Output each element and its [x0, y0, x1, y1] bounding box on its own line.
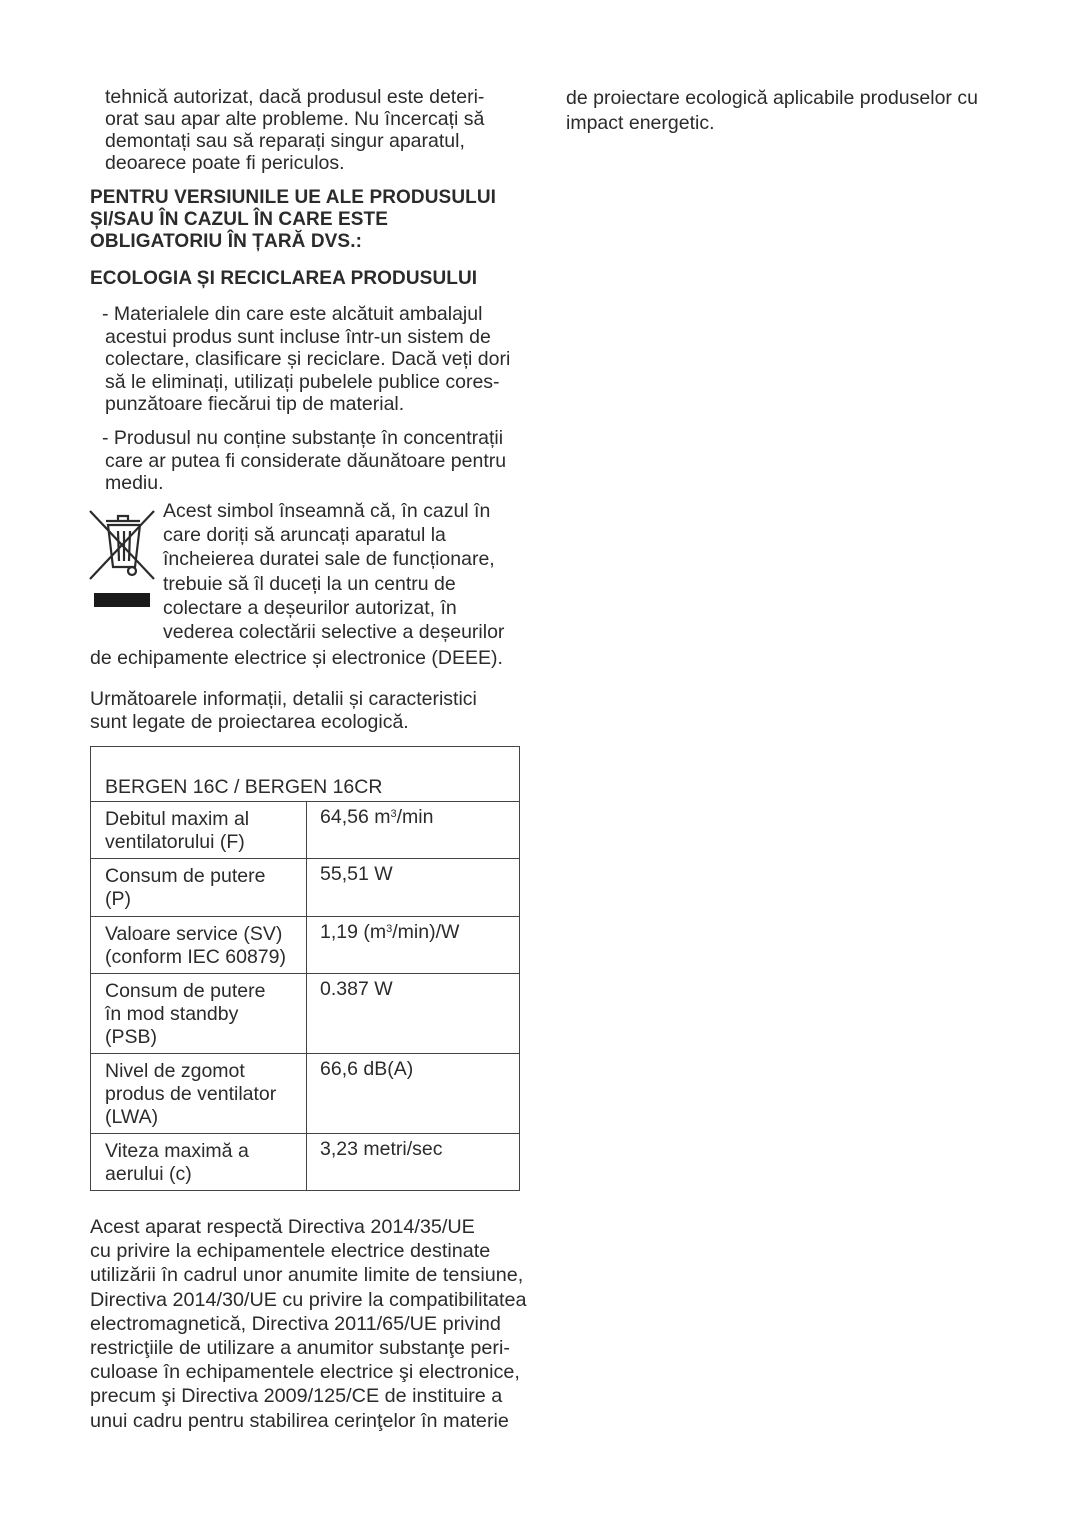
bullet-packaging [102, 303, 510, 416]
ecology-heading: ECOLOGIA ȘI RECICLAREA PRODUSULUI [90, 268, 478, 289]
model-name: BERGEN 16C / BERGEN 16CR [91, 747, 520, 802]
value-cell [307, 1134, 520, 1191]
value-cell [307, 1054, 520, 1134]
param-cell [91, 1134, 307, 1191]
param-line: Consum de putere [105, 980, 266, 1002]
param-line: Nivel de zgomot [105, 1060, 245, 1082]
weee-line: Acest simbol înseamnă că, în cazul în [163, 500, 491, 522]
intro-paragraph [105, 86, 484, 174]
value-superscript: 3 [386, 923, 393, 935]
value-text: 3,23 metri/sec [320, 1138, 443, 1160]
ecodesign-spec-table [90, 746, 520, 1191]
directive-line: utilizării în cadrul unor anumite limite de tensiune, [90, 1264, 524, 1287]
weee-line: colectare a deșeurilor autorizat, în [163, 596, 457, 619]
value-cell [307, 859, 520, 917]
table-row [91, 859, 520, 917]
param-cell [91, 974, 307, 1054]
value-cell [307, 974, 520, 1054]
heading-line: ȘI/SAU ÎN CAZUL ÎN CARE ESTE [90, 209, 389, 230]
bullet-line: colectare, clasificare și reciclare. Dacă veți dori [105, 348, 511, 370]
param-cell [91, 917, 307, 974]
param-line: aerului (c) [105, 1163, 192, 1185]
value-text: 0.387 W [320, 978, 393, 1000]
param-line: Consum de putere [105, 865, 266, 887]
param-line: ventilatorului (F) [105, 831, 245, 853]
directive-line: restricţiile de utilizare a anumitor substanţe peri- [90, 1337, 510, 1360]
crossed-out-wheelie-bin-icon [88, 505, 160, 615]
table-row [91, 917, 520, 974]
value-cell [307, 802, 520, 859]
directive-line: Acest aparat respectă Directiva 2014/35/UE [90, 1216, 475, 1238]
intro-line: deoarece poate fi periculos. [105, 152, 345, 174]
param-line: Viteza maximă a [105, 1140, 249, 1162]
weee-last-line: de echipamente electrice și electronice (DEEE). [90, 647, 503, 669]
value-superscript: 3 [390, 808, 397, 820]
directive-line: culoase în echipamentele electrice şi electronice, [90, 1361, 520, 1384]
bullet-line: să le eliminați, utilizați pubelele publice cores- [105, 370, 500, 393]
intro-line: tehnică autorizat, dacă produsul este deteri- [105, 86, 485, 108]
table-row [91, 802, 520, 859]
table-row [91, 1054, 520, 1134]
bullet-line: mediu. [105, 472, 164, 494]
weee-line: trebuie să îl duceți la un centru de [163, 572, 456, 595]
right-column-paragraph [566, 86, 978, 136]
value-cell [307, 917, 520, 974]
heading-line: OBLIGATORIU ÎN ȚARĂ DVS.: [90, 231, 363, 252]
bullet-line: care ar putea fi considerate dăunătoare pentru [105, 449, 507, 472]
directive-paragraph [90, 1215, 527, 1433]
intro-line: orat sau apar alte probleme. Nu încercați să [105, 108, 485, 130]
intro-line: demontați sau să reparați singur aparatul, [105, 130, 465, 152]
value-text: 1,19 (m [320, 921, 387, 943]
weee-line: încheierea duratei sale de funcționare, [163, 548, 495, 571]
param-line: (conform IEC 60879) [105, 946, 286, 968]
eu-versions-heading [90, 187, 496, 253]
table-row [91, 1134, 520, 1191]
directive-line: electromagnetică, Directiva 2011/65/UE privind [90, 1312, 501, 1335]
value-text: /min)/W [392, 921, 460, 943]
right-line: impact energetic. [566, 112, 715, 134]
weee-line: care doriți să aruncați aparatul la [163, 524, 446, 547]
param-line: produs de ventilator [105, 1083, 277, 1105]
param-cell [91, 1054, 307, 1134]
weee-paragraph [163, 499, 504, 644]
table-row [91, 974, 520, 1054]
value-text: 55,51 W [320, 863, 393, 885]
param-line: (PSB) [105, 1026, 158, 1048]
value-text: 64,56 m [320, 806, 391, 828]
weee-line: vederea colectării selective a deșeurilor [163, 621, 505, 644]
param-cell [91, 859, 307, 917]
bullet-line: - Produsul nu conține substanțe în concentrații [102, 427, 504, 449]
ecodesign-intro [90, 688, 477, 734]
value-text: /min [396, 806, 434, 828]
param-line: (P) [105, 888, 131, 910]
param-line: (LWA) [105, 1106, 159, 1128]
bullet-substances [102, 427, 506, 495]
param-line: Valoare service (SV) [105, 923, 283, 945]
directive-line: precum şi Directiva 2009/125/CE de instituire a [90, 1385, 503, 1408]
ecodesign-line: Următoarele informații, detalii și caracteristici [90, 688, 477, 710]
right-line: de proiectare ecologică aplicabile produselor cu [566, 87, 978, 109]
directive-line: cu privire la echipamentele electrice destinate [90, 1240, 491, 1263]
bullet-line: - Materialele din care este alcătuit ambalajul [102, 303, 483, 325]
value-text: 66,6 dB(A) [320, 1058, 414, 1080]
table-title-row [91, 747, 520, 802]
param-line: Debitul maxim al [105, 808, 250, 830]
param-cell [91, 802, 307, 859]
bullet-line: punzătoare fiecărui tip de material. [105, 393, 405, 415]
ecodesign-line: sunt legate de proiectarea ecologică. [90, 711, 409, 733]
directive-line: unui cadru pentru stabilirea cerinţelor în materie [90, 1409, 509, 1432]
heading-line: PENTRU VERSIUNILE UE ALE PRODUSULUI [90, 187, 497, 208]
bullet-line: acestui produs sunt incluse într-un sistem de [105, 325, 491, 348]
directive-line: Directiva 2014/30/UE cu privire la compatibilitatea [90, 1288, 527, 1311]
param-line: în mod standby [105, 1003, 239, 1025]
